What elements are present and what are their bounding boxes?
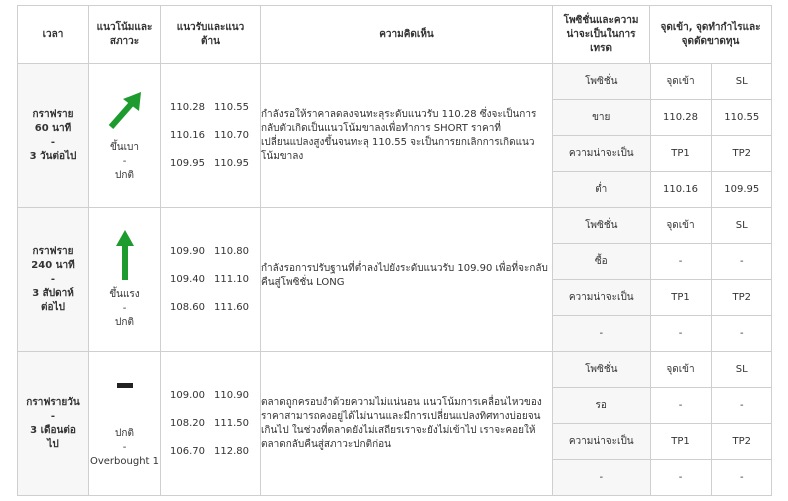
header-trend: แนวโน้มและสภาวะ (89, 6, 161, 64)
position-grid: โพซิชั่น จุดเข้า SL ซื้อ - - ความน่าจะเป็น TP1 TP2 - - - (553, 208, 772, 351)
header-time: เวลา (18, 6, 89, 64)
header-levels: แนวรับและแนวต้าน (161, 6, 261, 64)
trend-cell: ขึ้นแรง - ปกติ (89, 208, 161, 352)
timeframe-cell: กราฟราย 60 นาที - 3 วันต่อไป (18, 64, 89, 208)
position-cell (553, 64, 772, 208)
opinion-cell: กำลังรอการปรับฐานที่ต่ำลงไปยังระดับแนวรับ 109.90 เพื่อที่จะกลับคืนสู่โพซิชั่น LONG (261, 208, 553, 352)
trend-cell: ขึ้นเบา - ปกติ (89, 64, 161, 208)
timeframe-cell: กราฟรายวัน - 3 เดือนต่อ ไป (18, 352, 89, 496)
position-cell (553, 208, 772, 352)
header-position: โพซิชั่นและความน่าจะเป็นในการเทรด (553, 6, 650, 64)
header-opinion: ความคิดเห็น (261, 6, 553, 64)
position-cell (553, 352, 772, 496)
position-grid: โพซิชั่น จุดเข้า SL ขาย 110.28 110.55 ความน่าจะเป็น TP1 TP2 ต่ำ 110.16 109.95 (553, 64, 772, 207)
signal-table (17, 5, 772, 496)
signal-row (18, 208, 772, 352)
timeframe-cell: กราฟราย 240 นาที - 3 สัปดาห์ ต่อไป (18, 208, 89, 352)
header-entry: จุดเข้า, จุดทำกำไรและจุดตัดขาดทุน (650, 6, 772, 64)
opinion-cell: กำลังรอให้ราคาลดลงจนทะลุระดับแนวรับ 110.28 ซึ่งจะเป็นการกลับตัวเกิดเป็นแนวโน้มขาลงเพื่อทำการ SHORT ราคาที่เปลี่ยนแปลงสูงขึ้นจนทะลุ 110.55 จะเป็นการยกเลิกการเกิดแนวโน้มขาลง (261, 64, 553, 208)
signal-row (18, 64, 772, 208)
signal-row (18, 352, 772, 496)
dash-icon (115, 379, 135, 419)
trend-cell: ปกติ - Overbought 1 (89, 352, 161, 496)
arrow-up-right-icon (105, 89, 145, 133)
levels-cell: 110.28 110.55 110.16 110.70 109.95 110.95 (161, 64, 261, 208)
levels-cell: 109.90 110.80 109.40 111.10 108.60 111.60 (161, 208, 261, 352)
header-row (18, 6, 772, 64)
levels-cell: 109.00 110.90 108.20 111.50 106.70 112.80 (161, 352, 261, 496)
opinion-cell: ตลาดถูกครอบงำด้วยความไม่แน่นอน แนวโน้มการเคลื่อนไหวของราคาสามารถคงอยู่ได้ไม่นานและมีการเปลี่ยนแปลงทิศทางบ่อยจนเกินไป ในช่วงที่ตลาดยังไม่เสถียรเราจะยังไม่เข้าไป เราจะคอยให้ตลาดกลับคืนสู่สภาวะปกติก่อน (261, 352, 553, 496)
position-grid: โพซิชั่น จุดเข้า SL รอ - - ความน่าจะเป็น TP1 TP2 - - - (553, 352, 772, 495)
arrow-up-icon (115, 230, 135, 280)
